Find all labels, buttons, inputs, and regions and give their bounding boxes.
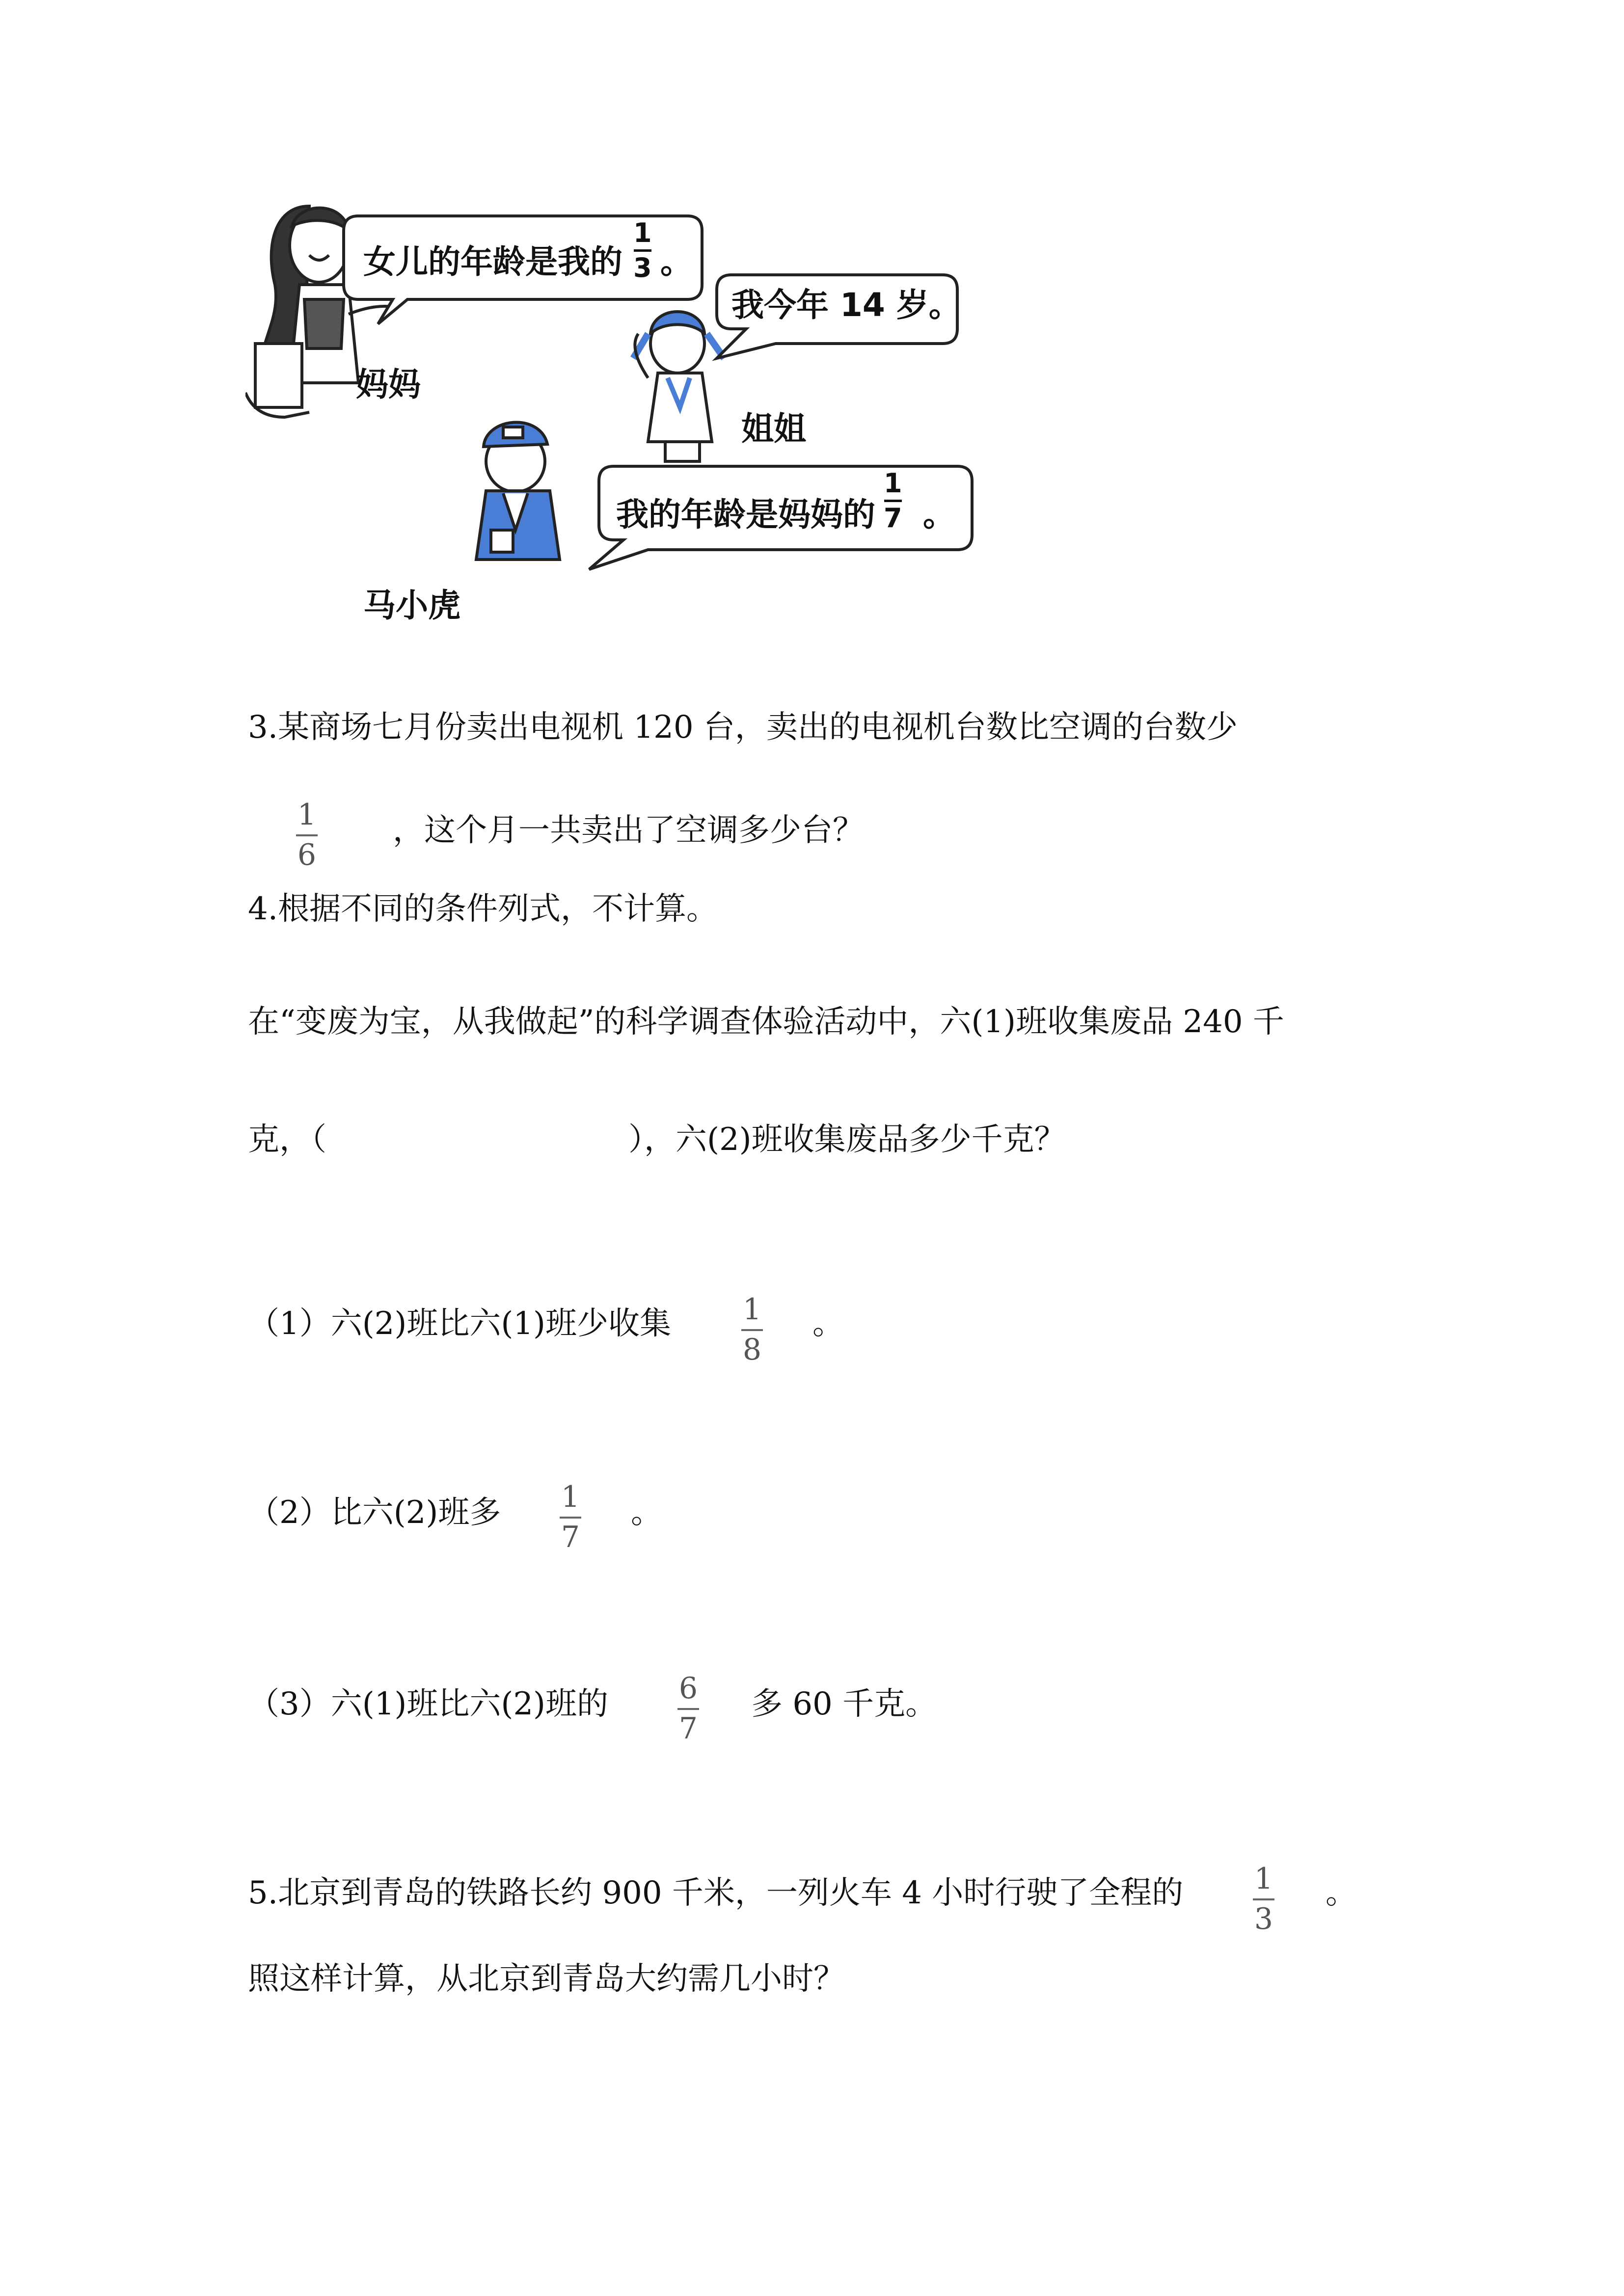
fraction-denominator: 7 (561, 1520, 580, 1554)
fraction-denominator: 3 (633, 252, 652, 283)
fraction-numerator: 1 (1254, 1862, 1273, 1896)
q3-fraction (296, 800, 318, 870)
boy-speech-end: 。 (923, 496, 955, 534)
fraction-bar (560, 1517, 581, 1519)
fraction-bar (741, 1329, 763, 1331)
boy-speech-fraction (884, 470, 902, 532)
fraction-denominator: 8 (742, 1333, 762, 1367)
q5-fraction (1253, 1864, 1274, 1934)
q4-sub2-fraction (560, 1482, 581, 1552)
q4-sub1-text: （1）六(2)班比六(1)班少收集 (248, 1306, 672, 1342)
q4-sub3-end: 多 60 千克。 (751, 1686, 937, 1722)
fraction-denominator: 7 (678, 1711, 698, 1746)
q4-sub3-fraction (677, 1671, 699, 1746)
fraction-bar (884, 500, 902, 502)
q4-sub2-text: （2）比六(2)班多 (248, 1495, 501, 1531)
fraction-bar (677, 1708, 699, 1710)
illustration (245, 187, 1011, 628)
boy-speech-text: 我的年龄是妈妈的 (616, 496, 875, 534)
q4-paragraph-line2-end: ），六(2)班收集废品多少千克？ (628, 1121, 1066, 1158)
q5-line1: 5.北京到青岛的铁路长约 900 千米，一列火车 4 小时行驶了全程的 (248, 1875, 1184, 1911)
boy-label: 马小虎 (363, 587, 460, 624)
fraction-numerator: 1 (297, 798, 317, 832)
answer-blank[interactable] (349, 1119, 623, 1158)
boy-figure (476, 422, 560, 560)
illustration-drawing (245, 187, 1011, 628)
fraction-numerator: 1 (633, 217, 652, 248)
mother-speech-fraction (633, 217, 652, 283)
fraction-bar (296, 834, 318, 836)
fraction-denominator: 3 (1254, 1902, 1273, 1936)
mother-speech-text: 女儿的年龄是我的 (363, 243, 623, 281)
mother-speech-end: 。 (660, 243, 693, 281)
fraction-numerator: 1 (742, 1292, 762, 1327)
sister-label: 姐姐 (741, 410, 806, 448)
q4-sub3-text: （3）六(1)班比六(2)班的 (248, 1686, 609, 1722)
q5-line1-end: 。 (1326, 1875, 1357, 1911)
q4-sub2-end: 。 (631, 1495, 662, 1531)
mother-label: 妈妈 (356, 366, 421, 403)
sister-speech-text: 我今年 14 岁。 (731, 286, 961, 324)
fraction-denominator: 7 (884, 503, 902, 534)
fraction-bar (1253, 1898, 1274, 1900)
fraction-bar (634, 249, 651, 252)
sister-figure (633, 312, 724, 461)
q4-title: 4.根据不同的条件列式，不计算。 (248, 891, 718, 927)
q3-line2: ，这个月一共卖出了空调多少台？ (393, 812, 864, 849)
q4-sub1-end: 。 (812, 1306, 844, 1342)
fraction-numerator: 6 (678, 1671, 698, 1706)
fraction-numerator: 1 (884, 468, 902, 499)
q4-sub1-fraction (741, 1292, 763, 1367)
q4-paragraph-line2-start: 克，（ (248, 1121, 326, 1158)
fraction-denominator: 6 (297, 838, 317, 872)
q5-line2: 照这样计算，从北京到青岛大约需几小时？ (248, 1961, 845, 1997)
q3-line1: 3.某商场七月份卖出电视机 120 台，卖出的电视机台数比空调的台数少 (248, 709, 1238, 746)
fraction-numerator: 1 (561, 1480, 580, 1514)
q4-paragraph-line1: 在“变废为宝，从我做起”的科学调查体验活动中，六(1)班收集废品 240 千 (248, 1004, 1284, 1040)
